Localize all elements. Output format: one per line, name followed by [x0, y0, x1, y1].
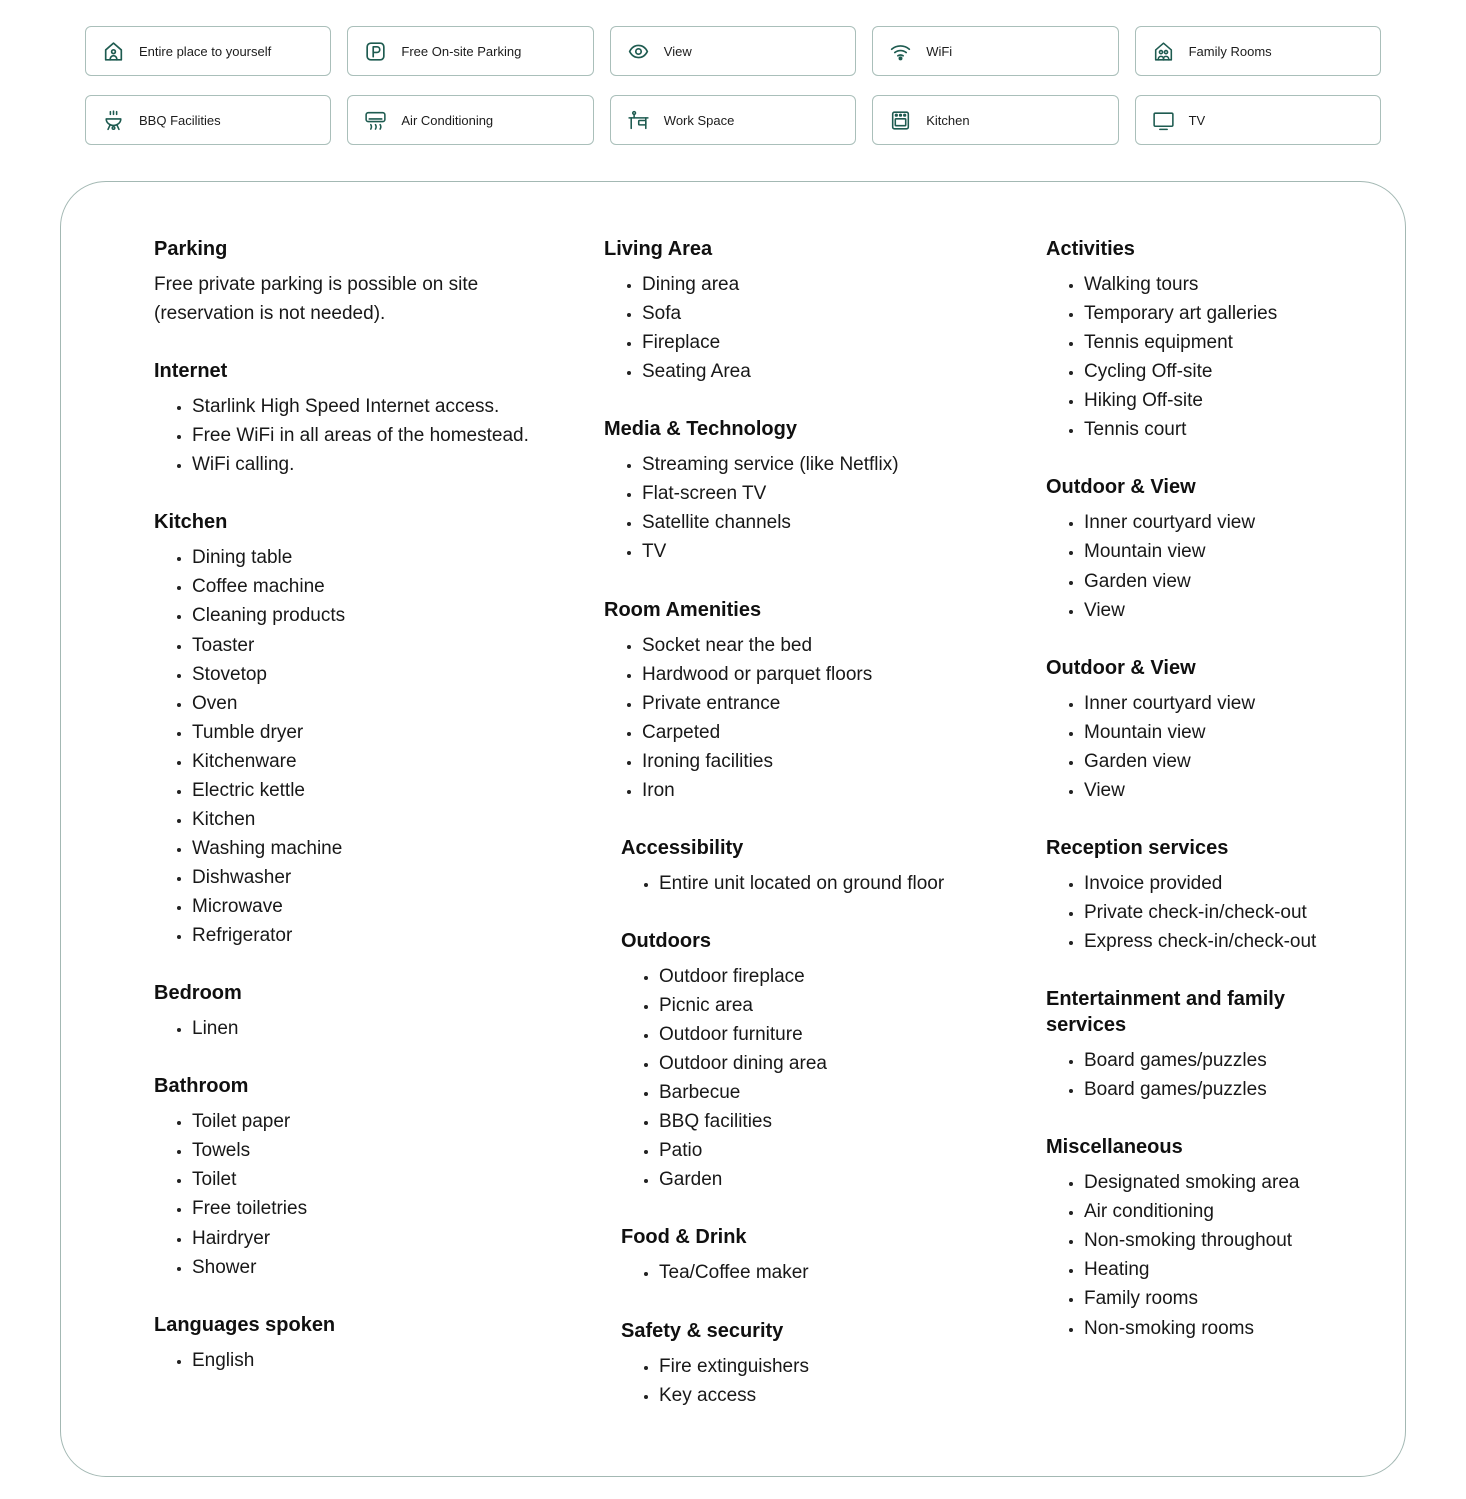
chip-label: Work Space: [663, 112, 735, 128]
amenity-chip-workspace: [610, 95, 856, 145]
facility-item: • Invoice provided: [1084, 869, 1320, 898]
facility-section: [604, 597, 1046, 805]
facility-item: • Toilet: [192, 1165, 544, 1194]
facility-item: • Garden: [659, 1165, 989, 1194]
facility-item: • Heating: [1084, 1255, 1320, 1284]
facility-section: [1046, 474, 1375, 624]
facility-item: • Tennis equipment: [1084, 328, 1320, 357]
chip-label: BBQ Facilities: [139, 112, 221, 128]
facility-list: [1046, 1046, 1375, 1104]
facility-item: • Hardwood or parquet floors: [642, 660, 972, 689]
facility-item: • Kitchenware: [192, 747, 544, 776]
chip-label: TV: [1188, 112, 1206, 128]
facility-item: • Refrigerator: [192, 921, 544, 950]
facility-item: • Ironing facilities: [642, 747, 972, 776]
facility-item: • Oven: [192, 689, 544, 718]
amenity-chip-bbq: [85, 95, 331, 145]
facility-item: • Starlink High Speed Internet access.: [192, 392, 544, 421]
facility-section: [1046, 986, 1375, 1104]
facility-list: [1046, 508, 1375, 624]
facility-item: • Garden view: [1084, 747, 1320, 776]
facility-item: • View: [1084, 596, 1320, 625]
facility-section: [154, 1312, 604, 1375]
chip-label: Kitchen: [926, 112, 970, 128]
facility-item: • Toaster: [192, 631, 544, 660]
amenity-chip-tv: [1135, 95, 1381, 145]
facility-item: • BBQ facilities: [659, 1107, 989, 1136]
facilities-column-2: [604, 236, 1046, 1410]
facility-list: [604, 450, 1046, 566]
chip-label: Family Rooms: [1188, 43, 1272, 59]
facility-item: • Toilet paper: [192, 1107, 544, 1136]
facility-list: [604, 631, 1046, 805]
facility-section: [154, 509, 604, 950]
amenity-chip-view: [610, 26, 856, 76]
facility-item: • Air conditioning: [1084, 1197, 1320, 1226]
facility-list: [1046, 1168, 1375, 1342]
kitchen-icon: [888, 108, 913, 133]
facility-item: • Satellite channels: [642, 508, 972, 537]
facility-item: • Dining area: [642, 270, 972, 299]
facility-item: • Inner courtyard view: [1084, 508, 1320, 537]
amenity-chip-wifi: [872, 26, 1118, 76]
facilities-panel: [60, 181, 1406, 1477]
facility-item: • Hairdryer: [192, 1224, 544, 1253]
amenity-chip-air-conditioning: [347, 95, 593, 145]
facility-list: [621, 1258, 1046, 1287]
facility-item: • Streaming service (like Netflix): [642, 450, 972, 479]
facility-list: [1046, 270, 1375, 444]
section-title: Internet: [154, 360, 228, 383]
facility-section: [1046, 236, 1375, 444]
facility-item: • Board games/puzzles: [1084, 1075, 1320, 1104]
amenity-chip-family-rooms: [1135, 26, 1381, 76]
facility-item: • Key access: [659, 1381, 989, 1410]
facility-item: • Patio: [659, 1136, 989, 1165]
facility-item: • Outdoor fireplace: [659, 962, 989, 991]
facility-item: • TV: [642, 537, 972, 566]
facility-item: • Electric kettle: [192, 776, 544, 805]
facility-item: • Stovetop: [192, 660, 544, 689]
facility-item: • Free WiFi in all areas of the homestead.: [192, 421, 544, 450]
facility-item: • Hiking Off-site: [1084, 386, 1320, 415]
facilities-column-3: [1046, 236, 1375, 1343]
facility-item: • Walking tours: [1084, 270, 1320, 299]
facilities-column-1: [154, 236, 604, 1375]
facility-item: • Socket near the bed: [642, 631, 972, 660]
facility-list: [1046, 869, 1375, 956]
facility-item: • Dishwasher: [192, 863, 544, 892]
facility-item: • Picnic area: [659, 991, 989, 1020]
facility-item: • Barbecue: [659, 1078, 989, 1107]
chip-label: View: [663, 43, 692, 59]
facility-section: [621, 1224, 1046, 1287]
facility-item: • View: [1084, 776, 1320, 805]
section-title: Safety & security: [621, 1319, 784, 1342]
air-conditioning-icon: [363, 108, 388, 133]
facility-section: [1046, 1134, 1375, 1342]
section-paragraph: Free private parking is possible on site (reservation is not needed).: [154, 274, 479, 325]
section-title: Entertainment and family services: [1046, 988, 1285, 1037]
bbq-icon: [101, 108, 126, 133]
facility-item: • Tumble dryer: [192, 718, 544, 747]
chip-label: Air Conditioning: [401, 112, 494, 128]
facility-item: • Cycling Off-site: [1084, 357, 1320, 386]
amenity-chip-entire-place: [85, 26, 331, 76]
facility-item: • Dining table: [192, 543, 544, 572]
facility-section: [621, 835, 1046, 898]
facility-list: [621, 1352, 1046, 1410]
facility-list: [621, 869, 1046, 898]
section-title: Parking: [154, 238, 228, 260]
workspace-icon: [626, 108, 651, 133]
facility-section: [1046, 655, 1375, 805]
facility-item: • Washing machine: [192, 834, 544, 863]
facility-item: • Non-smoking throughout: [1084, 1226, 1320, 1255]
facility-item: • Family rooms: [1084, 1284, 1320, 1313]
facility-item: • WiFi calling.: [192, 450, 544, 479]
facility-item: • Outdoor furniture: [659, 1020, 989, 1049]
section-title: Outdoors: [621, 929, 711, 952]
facility-item: • Cleaning products: [192, 601, 544, 630]
chip-label: Entire place to yourself: [139, 43, 272, 59]
facility-item: • Board games/puzzles: [1084, 1046, 1320, 1075]
facility-list: [154, 1107, 604, 1281]
facility-item: • Towels: [192, 1136, 544, 1165]
amenity-chip-kitchen: [872, 95, 1118, 145]
facility-item: • Coffee machine: [192, 572, 544, 601]
facility-list: [154, 1346, 604, 1375]
section-title: Kitchen: [154, 511, 228, 534]
facility-item: • Free toiletries: [192, 1194, 544, 1223]
facility-item: • Seating Area: [642, 357, 972, 386]
facility-section: [621, 1318, 1046, 1410]
wifi-icon: [888, 39, 913, 64]
view-icon: [626, 39, 651, 64]
facility-item: • Inner courtyard view: [1084, 689, 1320, 718]
facility-item: • Iron: [642, 776, 972, 805]
facility-item: • Tea/Coffee maker: [659, 1258, 989, 1287]
facility-item: • Tennis court: [1084, 415, 1320, 444]
facility-item: • English: [192, 1346, 544, 1375]
facility-item: • Fireplace: [642, 328, 972, 357]
facility-item: • Private entrance: [642, 689, 972, 718]
facility-item: • Flat-screen TV: [642, 479, 972, 508]
section-title: Miscellaneous: [1046, 1136, 1183, 1159]
facility-list: [154, 1014, 604, 1043]
section-title: Accessibility: [621, 836, 744, 859]
tv-icon: [1151, 108, 1176, 133]
facility-section: [154, 358, 604, 479]
facility-list: [154, 392, 604, 479]
chip-label: WiFi: [926, 43, 953, 59]
section-title: Bathroom: [154, 1075, 249, 1098]
section-title: Reception services: [1046, 836, 1229, 859]
facility-section: [604, 236, 1046, 386]
facility-section: [154, 1073, 604, 1281]
section-title: Media & Technology: [604, 418, 797, 441]
amenity-chips: [0, 0, 1466, 145]
section-title: Food & Drink: [621, 1226, 747, 1249]
facilities-columns: [154, 236, 1375, 1410]
facility-section: [604, 416, 1046, 566]
facility-list: [1046, 689, 1375, 805]
facility-item: • Garden view: [1084, 567, 1320, 596]
section-title: Outdoor & View: [1046, 656, 1196, 679]
facility-item: • Linen: [192, 1014, 544, 1043]
family-rooms-icon: [1151, 39, 1176, 64]
section-title: Languages spoken: [154, 1313, 336, 1336]
facility-item: • Non-smoking rooms: [1084, 1314, 1320, 1343]
facility-item: • Shower: [192, 1253, 544, 1282]
facility-section: [621, 928, 1046, 1195]
facility-item: • Express check-in/check-out: [1084, 927, 1320, 956]
amenity-chip-parking: [347, 26, 593, 76]
section-title: Outdoor & View: [1046, 476, 1196, 499]
facility-item: • Microwave: [192, 892, 544, 921]
facility-item: • Entire unit located on ground floor: [659, 869, 989, 898]
facility-list: [621, 962, 1046, 1195]
facility-section: [154, 980, 604, 1043]
facility-item: • Outdoor dining area: [659, 1049, 989, 1078]
facility-section: [1046, 835, 1375, 956]
section-title: Living Area: [604, 238, 713, 260]
facility-section: [154, 236, 604, 328]
facility-item: • Designated smoking area: [1084, 1168, 1320, 1197]
section-title: Bedroom: [154, 982, 242, 1005]
facility-item: • Carpeted: [642, 718, 972, 747]
facility-item: • Kitchen: [192, 805, 544, 834]
facility-item: • Mountain view: [1084, 718, 1320, 747]
facility-item: • Sofa: [642, 299, 972, 328]
facility-item: • Private check-in/check-out: [1084, 898, 1320, 927]
section-title: Room Amenities: [604, 598, 762, 621]
facility-item: • Fire extinguishers: [659, 1352, 989, 1381]
section-title: Activities: [1046, 238, 1135, 260]
facility-list: [154, 543, 604, 950]
entire-place-icon: [101, 39, 126, 64]
facility-item: • Temporary art galleries: [1084, 299, 1320, 328]
parking-icon: [363, 39, 388, 64]
facility-list: [604, 270, 1046, 386]
facility-item: • Mountain view: [1084, 537, 1320, 566]
chip-label: Free On-site Parking: [401, 43, 522, 59]
